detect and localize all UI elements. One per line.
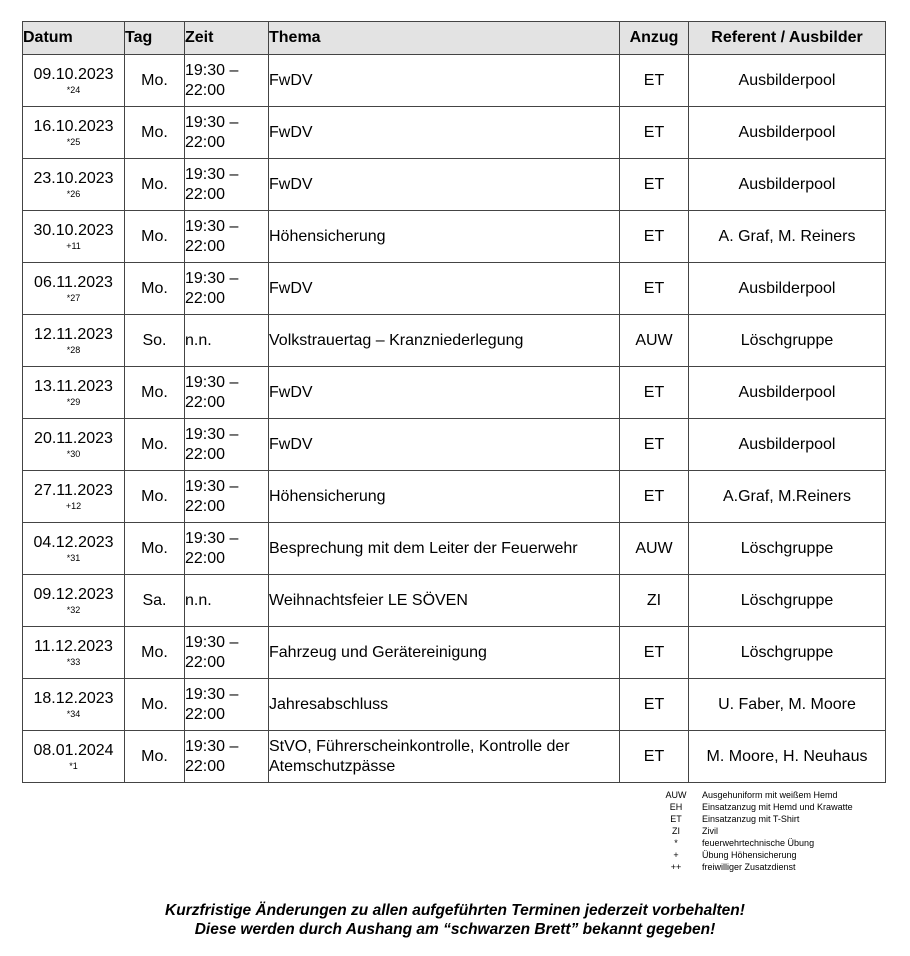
date-text: 16.10.2023 bbox=[33, 117, 114, 135]
notice bbox=[0, 901, 910, 939]
table-row bbox=[23, 315, 886, 367]
cell-time: n.n. bbox=[185, 575, 269, 627]
cell-trainer: Löschgruppe bbox=[689, 523, 886, 575]
cell-topic: FwDV bbox=[269, 159, 620, 211]
cell-trainer: Ausbilderpool bbox=[689, 419, 886, 471]
cell-trainer: A. Graf, M. Reiners bbox=[689, 211, 886, 263]
legend-abbr: * bbox=[674, 838, 678, 848]
cell-dress: ET bbox=[620, 263, 689, 315]
cell-trainer: Löschgruppe bbox=[689, 575, 886, 627]
cell-topic: Höhensicherung bbox=[269, 211, 620, 263]
cell-day: Mo. bbox=[125, 211, 185, 263]
cell-day: Mo. bbox=[125, 107, 185, 159]
legend-abbr: ++ bbox=[670, 862, 682, 872]
table-row bbox=[23, 211, 886, 263]
date-text: 18.12.2023 bbox=[33, 689, 114, 707]
cell-topic: Höhensicherung bbox=[269, 471, 620, 523]
cell-day: Sa. bbox=[125, 575, 185, 627]
exercise-number: *24 bbox=[66, 84, 81, 95]
table-row bbox=[23, 523, 886, 575]
legend-item bbox=[650, 825, 882, 837]
cell-trainer: Ausbilderpool bbox=[689, 263, 886, 315]
cell-day: Mo. bbox=[125, 679, 185, 731]
cell-dress: ET bbox=[620, 211, 689, 263]
cell-topic: Weihnachtsfeier LE SÖVEN bbox=[269, 575, 620, 627]
cell-dress: ET bbox=[620, 731, 689, 783]
table-row bbox=[23, 419, 886, 471]
notice-line-2: Diese werden durch Aushang am “schwarzen Brett” bekannt gegeben! bbox=[194, 921, 716, 938]
cell-day: Mo. bbox=[125, 55, 185, 107]
cell-topic: Volkstrauertag – Kranzniederlegung bbox=[269, 315, 620, 367]
cell-time: 19:30 – 22:00 bbox=[185, 419, 269, 471]
header-zeit: Zeit bbox=[185, 22, 269, 55]
cell-date bbox=[23, 159, 125, 211]
cell-time: 19:30 – 22:00 bbox=[185, 211, 269, 263]
cell-topic: Besprechung mit dem Leiter der Feuerwehr bbox=[269, 523, 620, 575]
exercise-number: *32 bbox=[66, 604, 81, 615]
cell-dress: ET bbox=[620, 679, 689, 731]
cell-trainer: M. Moore, H. Neuhaus bbox=[689, 731, 886, 783]
table-row bbox=[23, 575, 886, 627]
table-row bbox=[23, 471, 886, 523]
table-header-row bbox=[23, 22, 886, 55]
schedule-table bbox=[22, 21, 886, 783]
cell-topic: Jahresabschluss bbox=[269, 679, 620, 731]
legend-item bbox=[650, 801, 882, 813]
table-row bbox=[23, 627, 886, 679]
exercise-number: *29 bbox=[66, 396, 81, 407]
legend-item bbox=[650, 861, 882, 873]
date-text: 11.12.2023 bbox=[34, 637, 113, 655]
cell-dress: ET bbox=[620, 55, 689, 107]
table-row bbox=[23, 55, 886, 107]
date-text: 27.11.2023 bbox=[34, 481, 113, 499]
cell-date bbox=[23, 107, 125, 159]
legend-item bbox=[650, 789, 882, 801]
cell-time: n.n. bbox=[185, 315, 269, 367]
table-row bbox=[23, 679, 886, 731]
cell-time: 19:30 – 22:00 bbox=[185, 263, 269, 315]
legend-text: Übung Höhensicherung bbox=[702, 850, 797, 860]
notice-line-1: Kurzfristige Änderungen zu allen aufgeführten Terminen jederzeit vorbehalten! bbox=[165, 902, 745, 919]
cell-topic: FwDV bbox=[269, 419, 620, 471]
legend-item bbox=[650, 813, 882, 825]
cell-dress: ET bbox=[620, 159, 689, 211]
exercise-number: +11 bbox=[66, 240, 81, 251]
cell-date bbox=[23, 211, 125, 263]
cell-time: 19:30 – 22:00 bbox=[185, 367, 269, 419]
legend-item bbox=[650, 837, 882, 849]
legend-abbr: ZI bbox=[672, 826, 680, 836]
cell-date bbox=[23, 367, 125, 419]
cell-topic: FwDV bbox=[269, 263, 620, 315]
cell-topic: FwDV bbox=[269, 107, 620, 159]
cell-day: Mo. bbox=[125, 419, 185, 471]
cell-date bbox=[23, 55, 125, 107]
legend-text: Ausgehuniform mit weißem Hemd bbox=[702, 790, 838, 800]
legend-text: Einsatzanzug mit Hemd und Krawatte bbox=[702, 802, 853, 812]
table-row bbox=[23, 159, 886, 211]
date-text: 13.11.2023 bbox=[34, 377, 113, 395]
legend-abbr: EH bbox=[669, 802, 683, 812]
date-text: 23.10.2023 bbox=[33, 169, 114, 187]
cell-dress: ET bbox=[620, 627, 689, 679]
exercise-number: *34 bbox=[66, 708, 81, 719]
cell-day: Mo. bbox=[125, 159, 185, 211]
cell-topic: StVO, Führerscheinkontrolle, Kontrolle der Atemschutzpässe bbox=[269, 731, 620, 783]
cell-date bbox=[23, 471, 125, 523]
exercise-number: *31 bbox=[66, 552, 81, 563]
cell-day: Mo. bbox=[125, 627, 185, 679]
exercise-number: *25 bbox=[66, 136, 81, 147]
cell-time: 19:30 – 22:00 bbox=[185, 731, 269, 783]
cell-dress: ET bbox=[620, 367, 689, 419]
table-row bbox=[23, 107, 886, 159]
legend bbox=[650, 789, 882, 873]
cell-dress: ZI bbox=[620, 575, 689, 627]
date-text: 08.01.2024 bbox=[33, 741, 114, 759]
cell-dress: ET bbox=[620, 471, 689, 523]
date-text: 09.10.2023 bbox=[33, 65, 114, 83]
exercise-number: +12 bbox=[65, 500, 82, 511]
cell-date bbox=[23, 315, 125, 367]
exercise-number: *33 bbox=[66, 656, 81, 667]
cell-time: 19:30 – 22:00 bbox=[185, 627, 269, 679]
legend-text: Zivil bbox=[702, 826, 718, 836]
header-datum: Datum bbox=[23, 22, 125, 55]
exercise-number: *26 bbox=[66, 188, 81, 199]
cell-trainer: Ausbilderpool bbox=[689, 55, 886, 107]
legend-item bbox=[650, 849, 882, 861]
cell-dress: AUW bbox=[620, 523, 689, 575]
cell-date bbox=[23, 575, 125, 627]
cell-trainer: Ausbilderpool bbox=[689, 159, 886, 211]
cell-day: Mo. bbox=[125, 731, 185, 783]
table-row bbox=[23, 367, 886, 419]
legend-text: feuerwehrtechnische Übung bbox=[702, 838, 815, 848]
date-text: 20.11.2023 bbox=[34, 429, 113, 447]
legend-abbr: ET bbox=[670, 814, 682, 824]
cell-day: Mo. bbox=[125, 523, 185, 575]
legend-text: Einsatzanzug mit T-Shirt bbox=[702, 814, 800, 824]
exercise-number: *27 bbox=[66, 292, 81, 303]
table-row bbox=[23, 731, 886, 783]
cell-trainer: Ausbilderpool bbox=[689, 367, 886, 419]
cell-date bbox=[23, 419, 125, 471]
cell-date bbox=[23, 679, 125, 731]
cell-day: Mo. bbox=[125, 263, 185, 315]
cell-trainer: Löschgruppe bbox=[689, 315, 886, 367]
exercise-number: *30 bbox=[66, 448, 81, 459]
legend-text: freiwilliger Zusatzdienst bbox=[702, 862, 796, 872]
header-thema: Thema bbox=[269, 22, 620, 55]
table-row bbox=[23, 263, 886, 315]
cell-day: Mo. bbox=[125, 471, 185, 523]
cell-date bbox=[23, 731, 125, 783]
exercise-number: *1 bbox=[69, 760, 78, 771]
cell-dress: ET bbox=[620, 107, 689, 159]
date-text: 09.12.2023 bbox=[33, 585, 114, 603]
cell-dress: ET bbox=[620, 419, 689, 471]
cell-trainer: A.Graf, M.Reiners bbox=[689, 471, 886, 523]
cell-date bbox=[23, 263, 125, 315]
exercise-number: *28 bbox=[66, 344, 81, 355]
date-text: 30.10.2023 bbox=[33, 221, 114, 239]
cell-topic: Fahrzeug und Gerätereinigung bbox=[269, 627, 620, 679]
cell-topic: FwDV bbox=[269, 55, 620, 107]
cell-time: 19:30 – 22:00 bbox=[185, 471, 269, 523]
header-tag: Tag bbox=[125, 22, 185, 55]
cell-topic: FwDV bbox=[269, 367, 620, 419]
header-referent: Referent / Ausbilder bbox=[689, 22, 886, 55]
cell-time: 19:30 – 22:00 bbox=[185, 107, 269, 159]
cell-time: 19:30 – 22:00 bbox=[185, 679, 269, 731]
header-anzug: Anzug bbox=[620, 22, 689, 55]
date-text: 04.12.2023 bbox=[33, 533, 114, 551]
cell-time: 19:30 – 22:00 bbox=[185, 55, 269, 107]
cell-trainer: Ausbilderpool bbox=[689, 107, 886, 159]
cell-date bbox=[23, 523, 125, 575]
cell-day: So. bbox=[125, 315, 185, 367]
cell-trainer: Löschgruppe bbox=[689, 627, 886, 679]
date-text: 06.11.2023 bbox=[34, 273, 113, 291]
cell-trainer: U. Faber, M. Moore bbox=[689, 679, 886, 731]
legend-abbr: + bbox=[673, 850, 679, 860]
cell-date bbox=[23, 627, 125, 679]
cell-day: Mo. bbox=[125, 367, 185, 419]
date-text: 12.11.2023 bbox=[34, 325, 113, 343]
cell-time: 19:30 – 22:00 bbox=[185, 159, 269, 211]
cell-time: 19:30 – 22:00 bbox=[185, 523, 269, 575]
cell-dress: AUW bbox=[620, 315, 689, 367]
legend-abbr: AUW bbox=[665, 790, 687, 800]
